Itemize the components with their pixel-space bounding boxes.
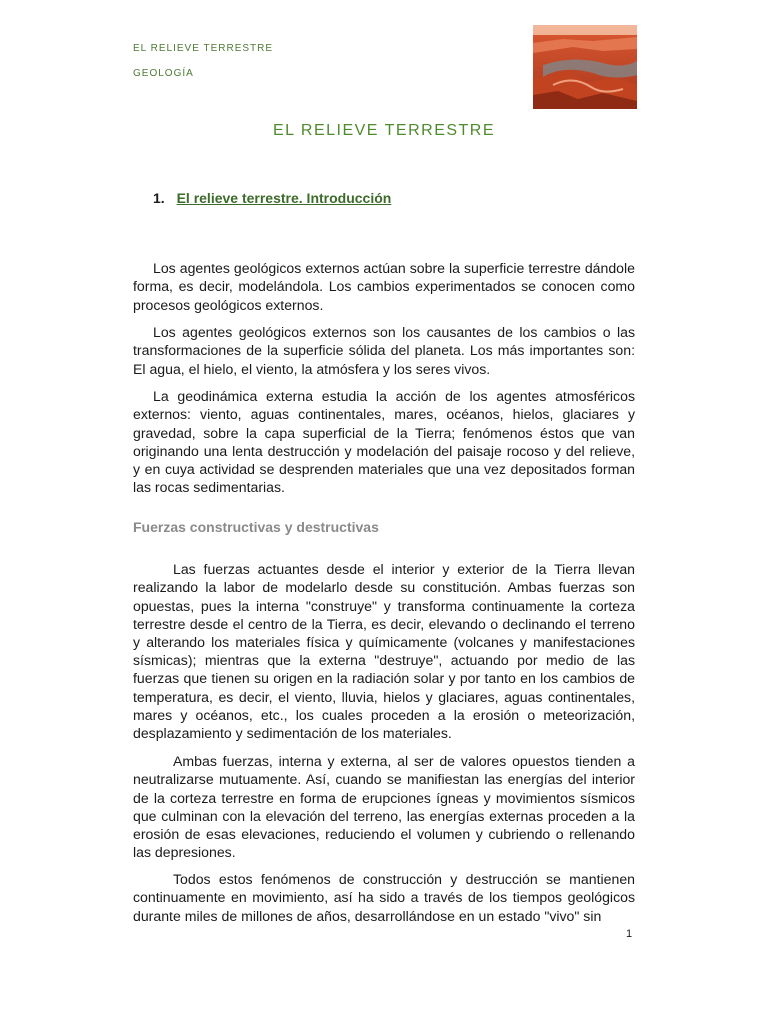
paragraph: Ambas fuerzas, interna y externa, al ser de valores opuestos tienden a neutralizarse mutuamente. Así, cuando se manifiestan las energías del interior de la corteza terrestre en forma de erupciones ígneas y movimientos sísmicos que culminan con la elevación del terreno, las energías externas proceden a la erosión de esas elevaciones, reduciendo el volumen y cubriendo o rellenando las depresiones. [133,753,635,861]
canyon-landscape-photo [533,25,637,109]
header-line-1: EL RELIEVE TERRESTRE [133,43,274,54]
section-heading [153,190,391,206]
paragraph: Las fuerzas actuantes desde el interior y exterior de la Tierra llevan realizando la labor de modelarlo desde su constitución. Ambas fuerzas son opuestas, pues la interna "construye" y transforma continuamente la corteza terrestre desde el centro de la Tierra, es decir, elevando o declinando el terreno y alterando los materiales física y químicamente (volcanes y manifestaciones sísmicas); mientras que la externa "destruye", actuando por medio de las fuerzas que tienen su origen en la radiación solar y por tanto en los cambios de temperatura, es decir, el viento, lluvia, hielos y glaciares, aguas continentales, mares y océanos, etc., los cuales proceden a la erosión o meteorización, desplazamiento y sedimentación de los materiales. [133,561,635,741]
page-number: 1 [626,928,633,940]
section-title: El relieve terrestre. Introducción [176,190,392,206]
document-title: EL RELIEVE TERRESTRE [272,122,496,139]
paragraph: La geodinámica externa estudia la acción de los agentes atmosféricos externos: viento, aguas continentales, mares, océanos, hielos, glaciares y gravedad, sobre la capa superficial de la Tierra; fenómenos éstos que van originando una lenta destrucción y modelación del paisaje rocoso y del relieve, y en cuya actividad se desprenden materiales que una vez depositados forman las rocas sedimentarias. [133,388,635,496]
paragraph: Los agentes geológicos externos actúan sobre la superficie terrestre dándole forma, es decir, modelándola. Los cambios experimentados se conocen como procesos geológicos externos. [133,260,635,313]
section-number: 1. [153,190,165,206]
header-line-2: GEOLOGÍA [133,68,194,79]
subsection-heading: Fuerzas constructivas y destructivas [133,519,379,535]
paragraph: Todos estos fenómenos de construcción y destrucción se mantienen continuamente en movimiento, así ha sido a través de los tiempos geológicos durante miles de millones de años, desarrollándose en un estado "vivo" sin [133,871,635,924]
paragraph: Los agentes geológicos externos son los causantes de los cambios o las transformaciones de la superficie sólida del planeta. Los más importantes son: El agua, el hielo, el viento, la atmósfera y los seres vivos. [133,324,635,377]
